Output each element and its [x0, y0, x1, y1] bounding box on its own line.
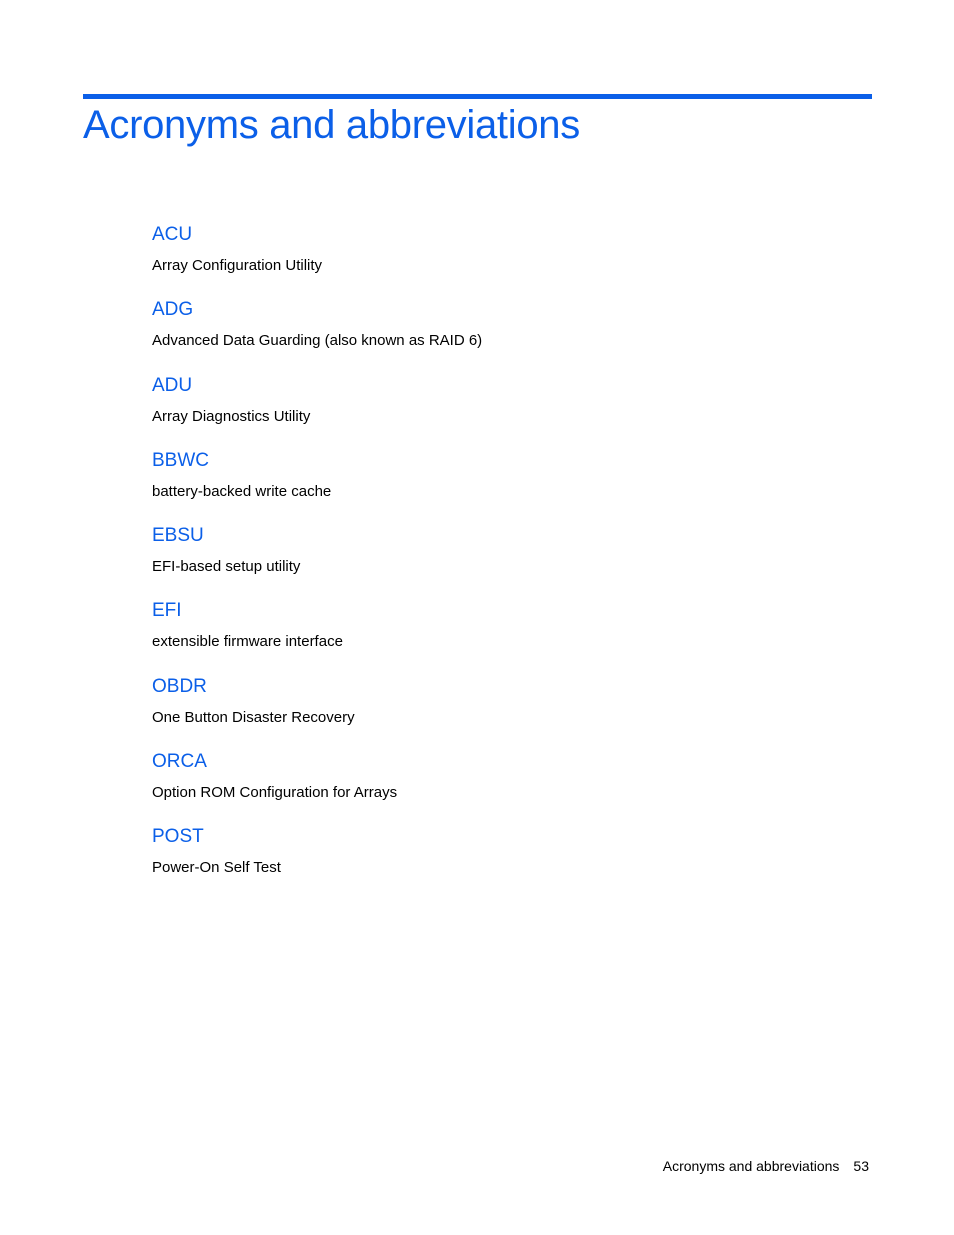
- glossary-definition: battery-backed write cache: [152, 482, 332, 500]
- glossary-term: ORCA: [152, 751, 207, 773]
- glossary-entry: [152, 222, 852, 297]
- glossary-entry: [152, 824, 852, 899]
- footer-section-title: Acronyms and abbreviations: [662, 1158, 840, 1174]
- glossary-entry: [152, 523, 852, 598]
- glossary-term: ADU: [152, 374, 193, 396]
- page-footer: [663, 1158, 869, 1174]
- glossary-entry: [152, 598, 852, 673]
- glossary-entry: [152, 749, 852, 824]
- glossary-definition: Power-On Self Test: [152, 859, 281, 877]
- glossary-term: BBWC: [152, 449, 209, 471]
- glossary-definition: Advanced Data Guarding (also known as RAID 6): [152, 332, 483, 350]
- glossary-term: EFI: [152, 600, 182, 622]
- glossary-term: POST: [152, 826, 204, 848]
- glossary-definition: Option ROM Configuration for Arrays: [152, 784, 398, 802]
- glossary-term: OBDR: [152, 675, 207, 697]
- glossary-definition: One Button Disaster Recovery: [152, 708, 355, 726]
- glossary-entry: [152, 448, 852, 523]
- glossary-entry: [152, 297, 852, 372]
- acronym-list: [152, 222, 852, 900]
- glossary-term: ACU: [152, 224, 193, 245]
- page-number: 53: [853, 1158, 869, 1174]
- glossary-definition: EFI-based setup utility: [152, 558, 301, 576]
- glossary-term: ADG: [152, 299, 194, 321]
- glossary-term: EBSU: [152, 525, 204, 547]
- glossary-entry: [152, 373, 852, 448]
- glossary-entry: [152, 674, 852, 749]
- glossary-definition: Array Configuration Utility: [152, 257, 323, 274]
- title-rule: [83, 94, 872, 99]
- page-title: Acronyms and abbreviations: [83, 103, 580, 147]
- glossary-definition: extensible firmware interface: [152, 633, 343, 651]
- glossary-definition: Array Diagnostics Utility: [152, 407, 311, 425]
